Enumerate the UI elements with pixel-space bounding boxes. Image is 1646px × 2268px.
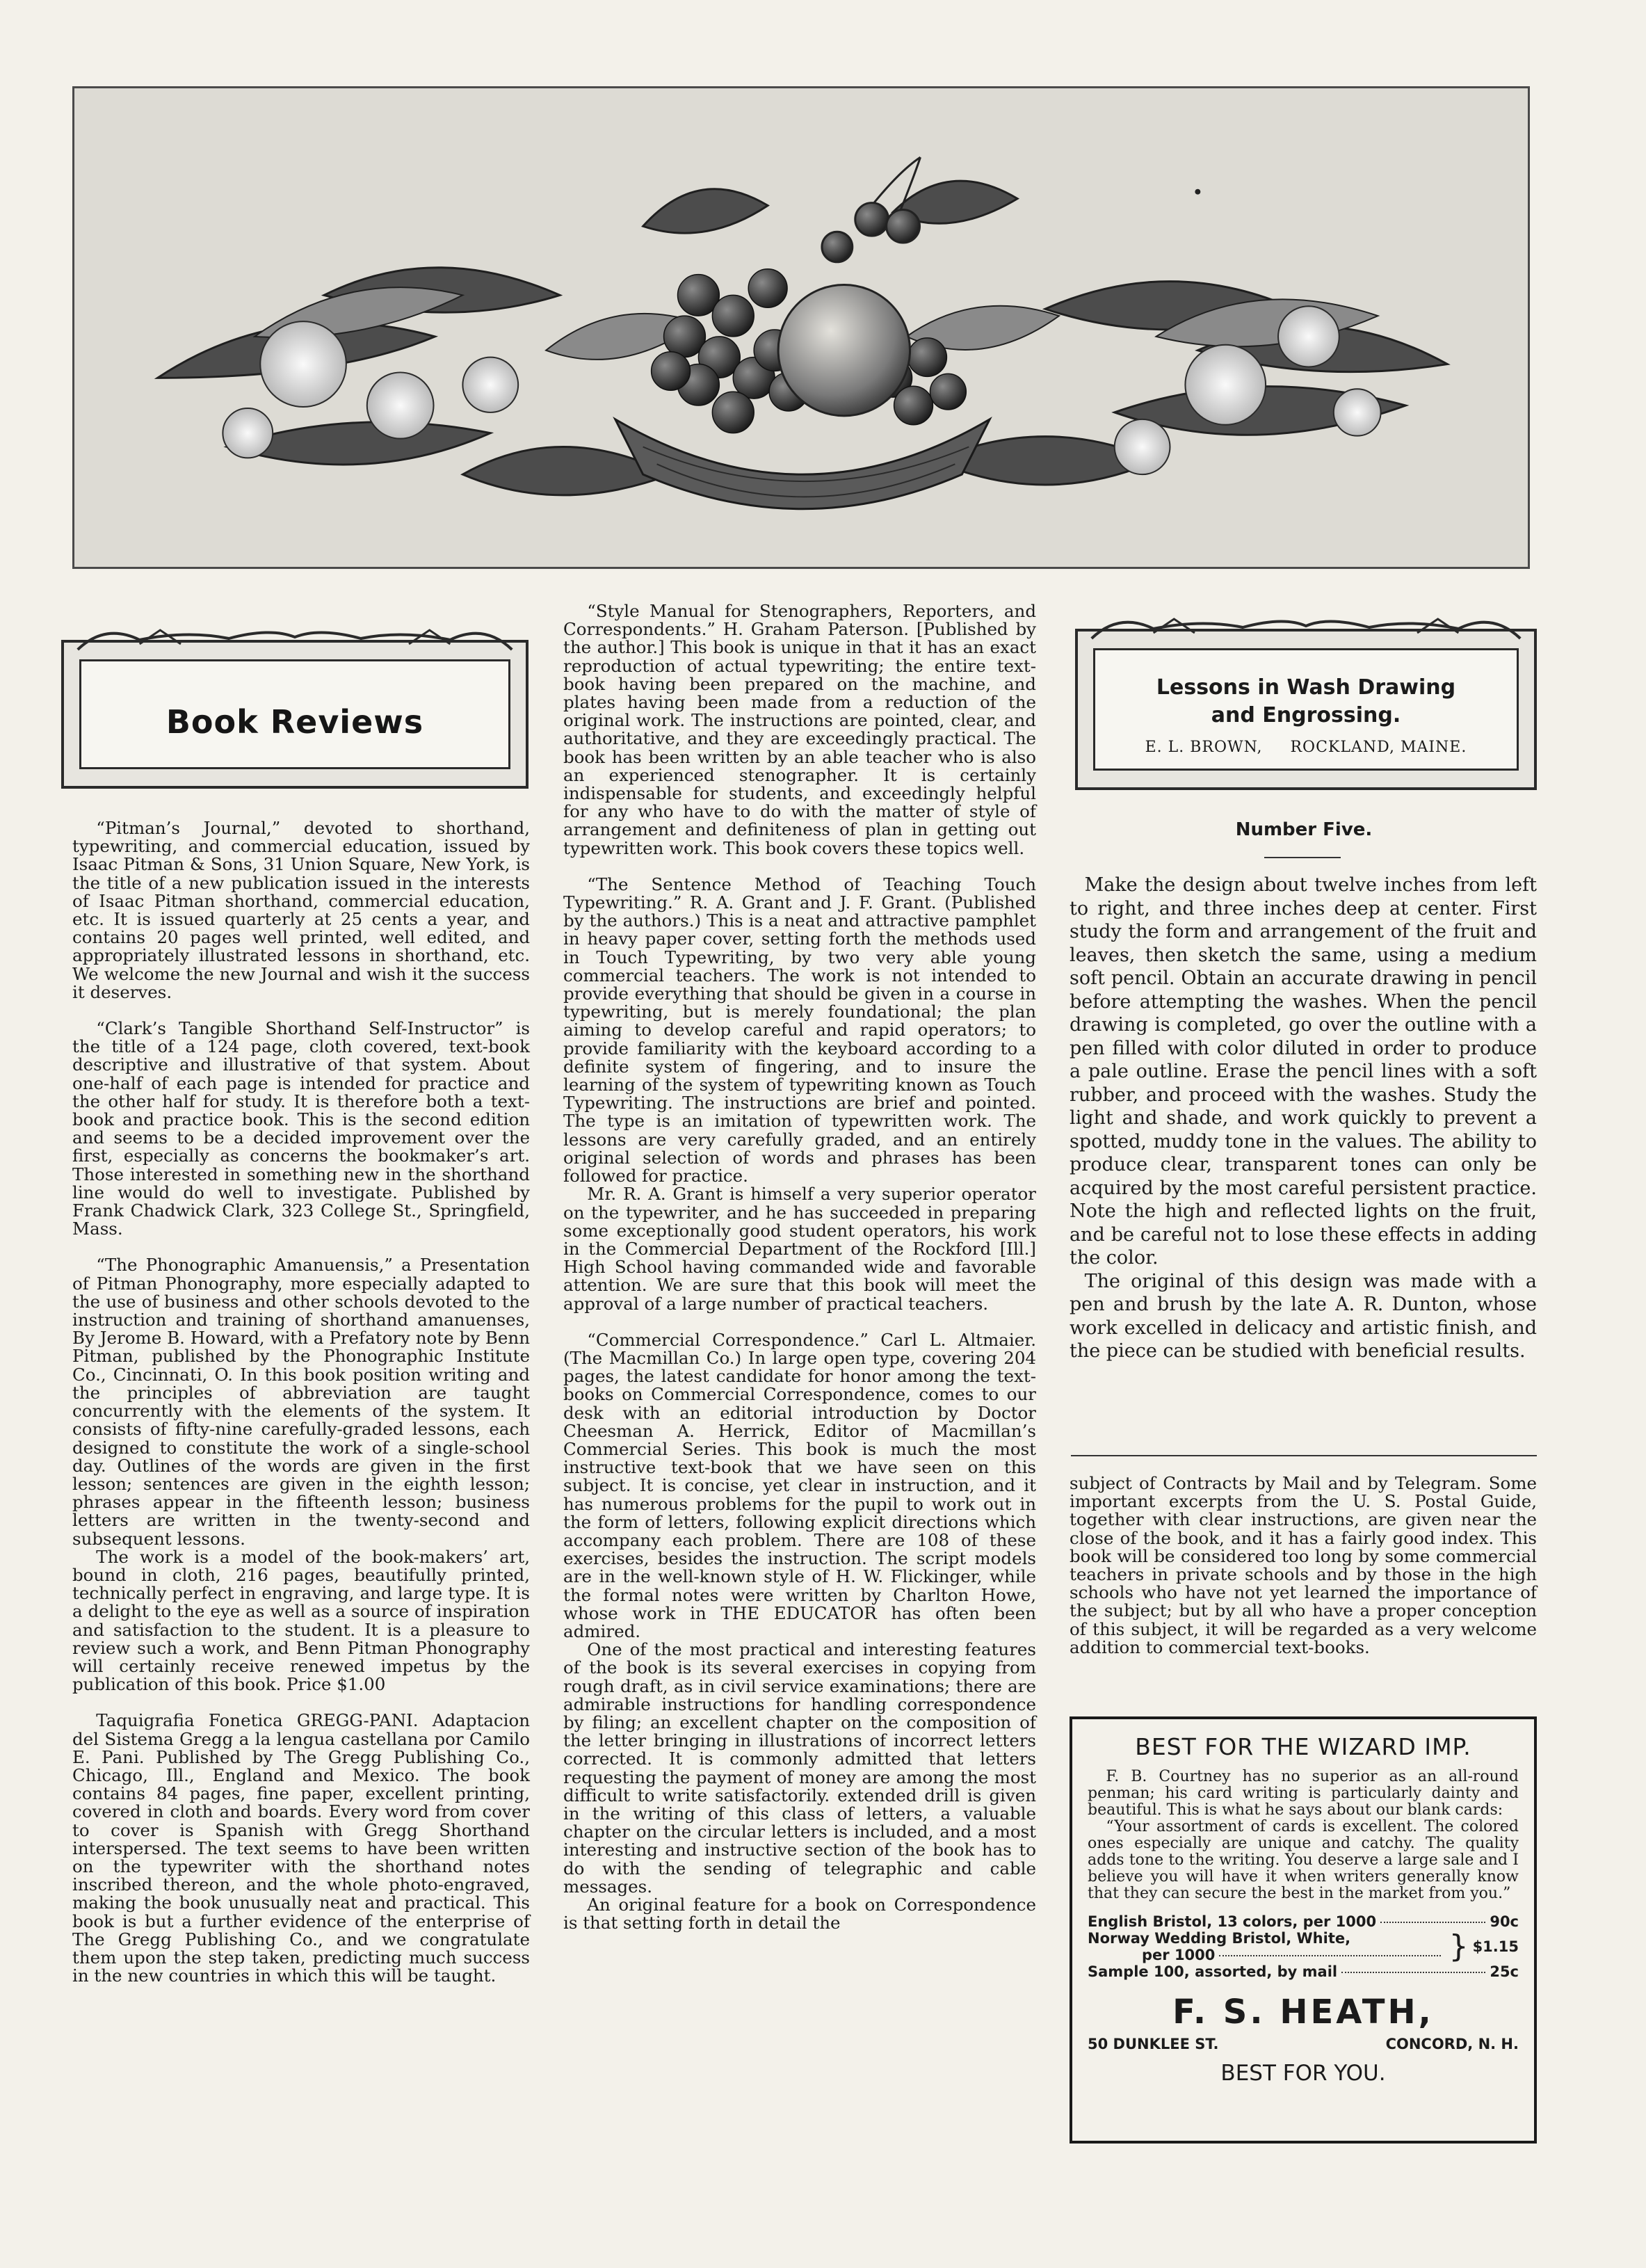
lessons-byline [1095,739,1517,756]
price-value: 25c [1490,1963,1519,1980]
ad-company-name: F. S. HEATH, [1172,1993,1434,2032]
review-style-manual: “Style Manual for Stenographers, Reporters, and Correspondents.” H. Graham Paterson. [Published by the author.] This book is unique in that it has an exact reproduction of actual typewriting; the entire text-book having been prepared on the machine, and plates having been made from a reduction of the original work. The instructions are pointed, clear, and authoritative, and they are exceedingly practical. The book has been written by an able teacher who is also an experienced stenographer. It is certainly indispensable for students, and exceedingly helpful for any who have to do with the matter of style of arrangement and definiteness of plan in getting out typewritten work. This book covers these topics well. [563,601,1036,858]
price-list [1088,1913,1519,1980]
price-label: Sample 100, assorted, by mail [1088,1963,1338,1980]
price-row [1088,1963,1519,1980]
reviews-column-2 [563,602,1036,1932]
review-pitmans-journal: “Pitman’s Journal,” devoted to shorthand, typewriting, and commercial education, issued by Isaac Pitman & Sons, 31 Union Square, New York, is the title of a new publication issued in the interests of Isaac Pitman shorthand, commercial education, etc. It is issued quarterly at 25 cents a year, and contains 20 pages well printed, well edited, and appropriately illustrated lessons in shorthand, etc. We welcome the new Journal and wish it the success it deserves. [72,818,530,1002]
review-phonographic-amanuensis: “The Phonographic Amanuensis,” a Presentation of Pitman Phonography, more especially adapted to the use of business and other schools devoted to the instruction and training of shorthand amanuenses, By Jerome B. Howard, with a Prefatory note by Benn Pitman, published by the Phonographic Institute Co., Cincinnati, O. In this book position writing and the principles of abbreviation are taught concurrently with the elements of the system. It consists of fifty-nine carefully-graded lessons, each designed to constitute the work of a single-school day. Outlines of the words are given in the first lesson; sentences are given in the eighth lesson; phrases appear in the fifteenth lesson; business letters are written in the twenty-second and subsequent lessons. [72,1255,530,1549]
ad-heading: BEST FOR THE WIZARD IMP. [1135,1733,1471,1760]
ad-body [1088,1769,1519,1902]
brace-icon: } [1449,1929,1469,1964]
lesson-number: Number Five. [1235,819,1373,840]
reviews-column-1 [72,819,530,2003]
fruit-basket-illustration [74,88,1528,567]
ad-footer: BEST FOR YOU. [1220,2061,1386,2086]
ad-address [1088,2036,1519,2052]
divider [1071,1455,1537,1456]
price-label: English Bristol, 13 colors, per 1000 [1088,1913,1377,1930]
review-commercial-correspondence: “Commercial Correspondence.” Carl L. Altmaier. (The Macmillan Co.) In large open type, covering 204 pages, the latest candidate for honor among the text-books on Commercial Correspondence, comes to our desk with an editorial introduction by Doctor Cheesman A. Herrick, Editor of Macmillan’s Commercial Series. This book is much the most instructive text-book that we have seen on this subject. It is concise, yet clear in instruction, and it has numerous problems for the pupil to work out in the form of letters, following explicit directions which accompany each problem. There are 108 of these exercises, besides the instruction. The script models are in the well-known style of H. W. Flickinger, while the formal notes were written by Charlton Howe, whose work in THE EDUCATOR has often been admired. [563,1329,1036,1641]
price-label: per 1000 [1142,1947,1216,1963]
lessons-title-box [1075,629,1537,790]
review-sentence-method: “The Sentence Method of Teaching Touch Typewriting.” R. A. Grant and J. F. Grant. (Published by the authors.) This is a neat and attractive pamphlet in heavy paper cover, setting forth the methods used in Touch Typewriting, by two very able young commercial teachers. The work is not intended to provide everything that should be given in a course in typewriting, but is merely foundational; the plan aiming to develop careful and rapid operators; to provide familiarity with the keyboard according to a definite system of fingering, and to insure the learning of the system of typewriting known as Touch Typewriting. The instructions are brief and pointed. The type is an imitation of typewritten work. The lessons are very carefully graded, and an entirely original selection of words and phrases has been followed for practice. [563,874,1036,1187]
price-row [1088,1930,1519,1963]
scroll-ornament-icon [1078,612,1534,640]
lessons-heading-line1: Lessons in Wash Drawing [1156,675,1456,700]
review-clarks-shorthand: “Clark’s Tangible Shorthand Self-Instructor” is the title of a 124 page, cloth covered, text-book descriptive and illustrative of that system. About one-half of each page is intended for practice and the other half for study. It is therefore both a text-book and practice book. This is the second edition and seems to be a decided improvement over the first, especially as concerns the bookmaker’s art. Those interested in something new in the shorthand line would do well to investigate. Published by Frank Chadwick Clark, 323 College St., Springfield, Mass. [72,1018,530,1239]
street-address: 50 DUNKLEE ST. [1088,2036,1219,2052]
ad-quote: “Your assortment of cards is excellent. The colored ones especially are unique and catchy. The quality adds tone to the writing. You deserve a large sale and I believe you will have it when writers generally know that they can secure the best in the market from you.” [1088,1818,1519,1902]
author-name: E. L. BROWN, [1145,739,1263,756]
book-reviews-title-box [61,640,529,789]
price-label: Norway Wedding Bristol, White, [1088,1930,1351,1947]
lesson-paragraph: Make the design about twelve inches from left to right, and three inches deep at center. First study the form and arrangement of the fruit and leaves, then sketch the same, using a medium soft pencil. Obtain an accurate drawing in pencil before attempting the washes. When the pencil drawing is completed, go over the outline with a pen filled with color diluted in order to produce a pale outline. Erase the pencil lines with a soft rubber, and proceed with the washes. Study the light and shade, and work quickly to prevent a spotted, muddy tone in the values. The ability to produce clear, transparent tones can only be acquired by the most careful persistent practice. Note the high and reflected lights on the fruit, and be careful not to lose these effects in adding the color. [1070,874,1537,1269]
lesson-paragraph: The original of this design was made with a pen and brush by the late A. R. Dunton, whose work excelled in delicacy and artistic finish, and the piece can be studied with beneficial results. [1070,1270,1537,1362]
price-value: 90c [1490,1913,1519,1930]
review-phonographic-amanuensis-cont: The work is a model of the book-makers’ art, bound in cloth, 216 pages, beautifully printed, technically perfect in engraving, and large type. It is a delight to the eye as well as a source of inspiration and satisfaction to the student. It is a pleasure to review such a work, and Benn Pitman Phonography will certainly receive renewed impetus by the publication of this book. Price $1.00 [72,1546,530,1695]
heath-advertisement [1070,1716,1537,2144]
header-ornament [72,86,1530,569]
scroll-ornament-icon [64,623,526,651]
review-sentence-method-cont: Mr. R. A. Grant is himself a very superior operator on the typewriter, and he has succeeded in preparing some exceptionally good student operators, his work in the Commercial Department of the Rockford [Ill.] High School having commanded wide and favorable attention. We are sure that this book will meet the approval of a large number of practical teachers. [563,1184,1036,1314]
city: CONCORD, N. H. [1385,2036,1519,2052]
review-commercial-correspondence-cont: One of the most practical and interesting features of the book is its several exercises in copying from rough draft, as in civil service examinations; there are admirable instructions for handling correspondence by filing; an excellent chapter on the composition of the letter bringing in illustrations of incorrect letters corrected. It is commonly admitted that letters requesting the payment of money are among the most difficult to write satisfactorily. extended drill is given in the writing of this class of letters, a valuable chapter on the circular letters is included, and a most interesting and instructive section of the book has to do with the sending of telegraphic and cable messages. [563,1639,1036,1897]
review-commercial-correspondence-final: subject of Contracts by Mail and by Telegram. Some important excerpts from the U. S. Postal Guide, together with clear instructions, are given near the close of the book, and it has a fairly good index. This book will be considered too long by some commercial teachers in private schools and by those in the high schools who have not yet learned the importance of the subject; but by all who have a proper conception of this subject, it will be regarded as a very welcome addition to commercial text-books. [1070,1473,1537,1657]
author-location: ROCKLAND, MAINE. [1290,739,1467,756]
lessons-heading [1095,674,1517,730]
lessons-text [1070,874,1537,1363]
price-value: $1.15 [1472,1938,1519,1955]
divider [1264,857,1341,858]
book-reviews-heading: Book Reviews [166,703,424,741]
lessons-heading-line2: and Engrossing. [1211,703,1401,727]
reviews-column-3 [1070,1474,1537,1675]
price-row [1088,1913,1519,1930]
review-taquigrafia: Taquigrafia Fonetica GREGG-PANI. Adaptacion del Sistema Gregg a la lengua castellana por Camilo E. Pani. Published by The Gregg Publishing Co., Chicago, Ill., England and Mexico. The book contains 84 pages, fine paper, excellent printing, covered in cloth and boards. Every word from cover to cover is Spanish with Gregg Shorthand interspersed. The text seems to have been written on the typewriter with the shorthand notes inscribed thereon, and the whole photo-engraved, making the book unusually neat and practical. This book is but a further evidence of the enterprise of The Gregg Publishing Co., and we congratulate them upon the step taken, predicting much success in the new countries in which this will be taught. [72,1710,530,1986]
ad-intro: F. B. Courtney has no superior as an all-round penman; his card writing is particularly dainty and beautiful. This is what he says about our blank cards: [1088,1768,1519,1819]
review-commercial-correspondence-end: An original feature for a book on Correspondence is that setting forth in detail the [563,1895,1036,1933]
